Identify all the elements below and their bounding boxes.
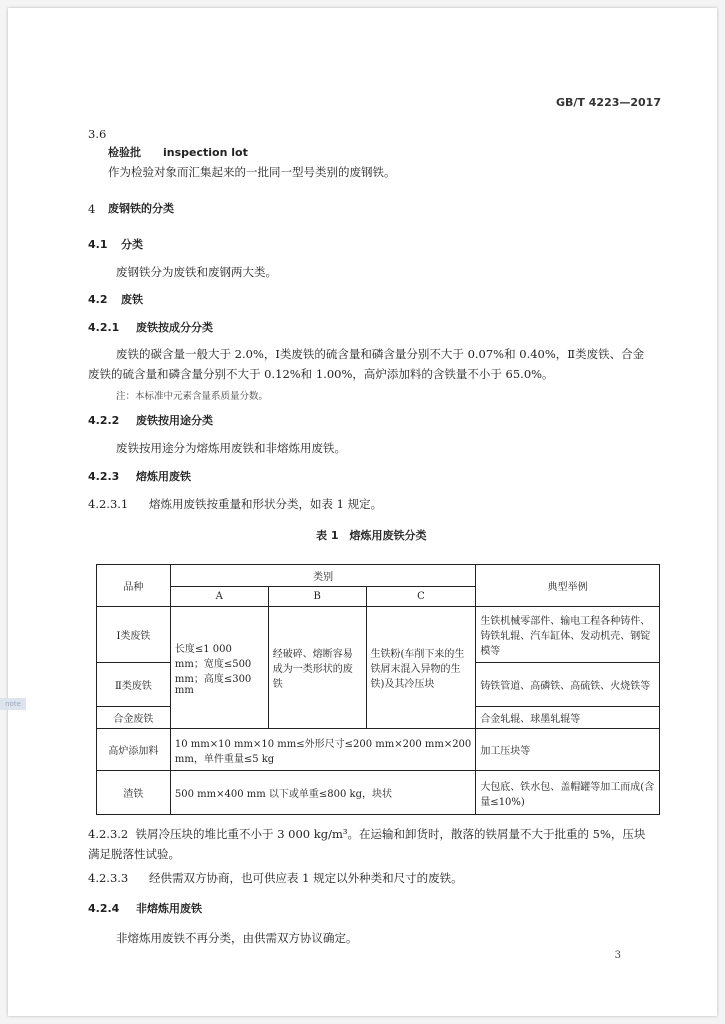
- term-definition: 作为检验对象而汇集起来的一批同一型号类别的废钢铁。: [108, 165, 396, 179]
- paragraph: 熔炼用废铁按重量和形状分类，如表 1 规定。: [149, 497, 383, 511]
- side-tab[interactable]: note: [0, 698, 26, 710]
- header-category: 类别: [170, 565, 475, 587]
- section-title: 熔炼用废铁: [136, 470, 191, 483]
- clause-number: 4.2.2: [88, 414, 120, 427]
- section-title: 分类: [121, 238, 143, 251]
- clause-number: 4.1: [88, 238, 108, 251]
- clause-number: 4.2.3.2: [88, 827, 129, 841]
- row-spec: 500 mm×400 mm 以下或单重≤800 kg，块状: [170, 771, 475, 815]
- header-variety: 品种: [97, 565, 171, 607]
- row-variety: Ⅱ类废铁: [97, 663, 171, 707]
- paragraph: 非熔炼用废铁不再分类，由供需双方协议确定。: [116, 931, 358, 945]
- section-title: 非熔炼用废铁: [136, 902, 202, 915]
- header-b: B: [268, 587, 366, 607]
- table-1: [96, 564, 660, 815]
- term-cn: 检验批: [108, 146, 141, 159]
- clause-number: 4.2.4: [88, 902, 120, 915]
- row-variety: 高炉添加料: [97, 729, 171, 771]
- document-page: [8, 8, 717, 1016]
- term-en: inspection lot: [163, 146, 248, 159]
- row-example: 大包底、铁水包、盖帽罐等加工而成(含量≤10%): [476, 771, 660, 815]
- row-example: 铸铁管道、高磷铁、高硫铁、火烧铁等: [476, 663, 660, 707]
- header-c: C: [366, 587, 476, 607]
- clause-number: 4.2.1: [88, 321, 120, 334]
- cell-a-spec: 长度≤1 000 mm；宽度≤500 mm；高度≤300 mm: [170, 607, 268, 729]
- row-example: 生铁机械零部件、输电工程各种铸件、铸铁轧辊、汽车缸体、发动机壳、钢锭模等: [476, 607, 660, 663]
- section-title: 废钢铁的分类: [108, 202, 174, 215]
- row-example: 加工压块等: [476, 729, 660, 771]
- row-variety: 合金废铁: [97, 707, 171, 729]
- table-caption: 表 1 熔炼用废铁分类: [316, 529, 427, 542]
- row-example: 合金轧辊、球墨轧辊等: [476, 707, 660, 729]
- clause-number: 4.2: [88, 293, 108, 306]
- section-title: 废铁按用途分类: [136, 414, 213, 427]
- clause-number: 3.6: [88, 127, 107, 141]
- table-header-row: [97, 565, 660, 587]
- clause-number: 4: [88, 202, 96, 216]
- table-row: [97, 607, 660, 663]
- clause-number: 4.2.3.3: [88, 871, 129, 885]
- standard-number: GB/T 4223—2017: [556, 96, 661, 109]
- row-variety: Ⅰ类废铁: [97, 607, 171, 663]
- section-title: 废铁按成分分类: [136, 321, 213, 334]
- cell-b-spec: 经破碎、熔断容易成为一类形状的废铁: [268, 607, 366, 729]
- page-number: 3: [614, 950, 621, 961]
- clause-number: 4.2.3: [88, 470, 120, 483]
- paragraph: 废钢铁分为废铁和废钢两大类。: [116, 265, 277, 279]
- section-title: 废铁: [121, 293, 143, 306]
- row-spec: 10 mm×10 mm×10 mm≤外形尺寸≤200 mm×200 mm×200 mm，单件重量≤5 kg: [170, 729, 475, 771]
- row-variety: 渣铁: [97, 771, 171, 815]
- paragraph: [88, 824, 650, 864]
- header-example: 典型举例: [476, 565, 660, 607]
- clause-text: 铁屑冷压块的堆比重不小于 3 000 kg/m³。在运输和卸货时，散落的铁屑量不大于批重的 5%，压块满足脱落性试验。: [88, 827, 646, 861]
- table-row: [97, 771, 660, 815]
- paragraph: 废铁按用途分为熔炼用废铁和非熔炼用废铁。: [116, 441, 346, 455]
- paragraph: 废铁的碳含量一般大于 2.0%，Ⅰ类废铁的硫含量和磷含量分别不大于 0.07%和 0.40%，Ⅱ类废铁、合金废铁的硫含量和磷含量分别不大于 0.12%和 1.00%，高炉添加料的含铁量不小于 65.0%。: [88, 347, 645, 381]
- paragraph: 经供需双方协商，也可供应表 1 规定以外种类和尺寸的废铁。: [149, 871, 463, 885]
- table-row: [97, 729, 660, 771]
- cell-c-spec: 生铁粉(车削下来的生铁屑末混入异物的生铁)及其冷压块: [366, 607, 476, 729]
- header-a: A: [170, 587, 268, 607]
- note: 注：本标准中元素含量系质量分数。: [116, 391, 269, 402]
- clause-number: 4.2.3.1: [88, 497, 129, 511]
